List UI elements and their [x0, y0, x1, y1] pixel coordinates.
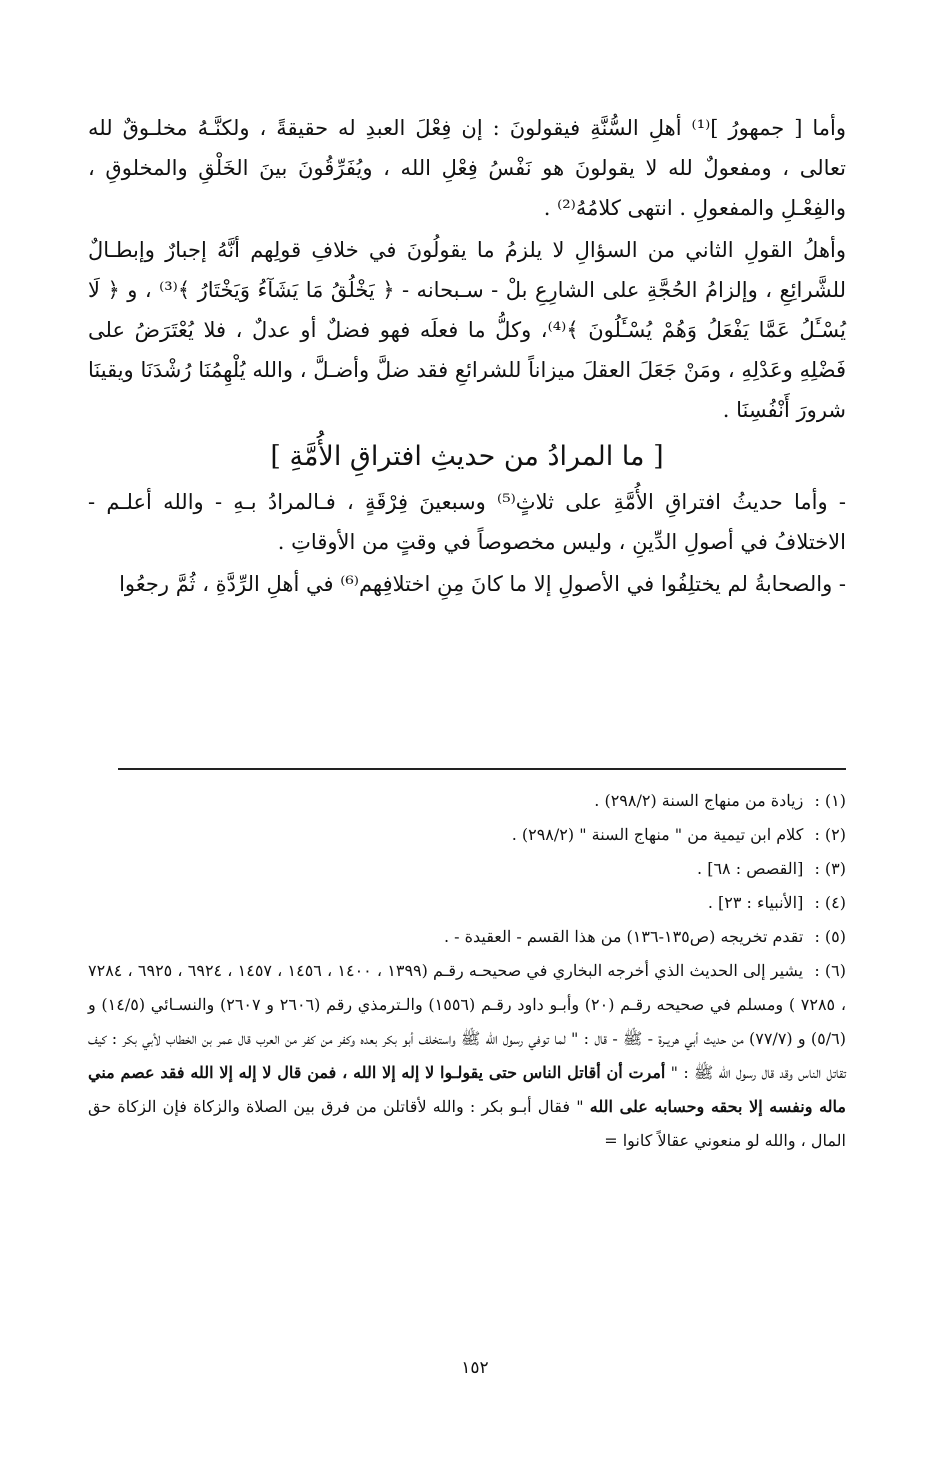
- footnote-4: [88, 886, 846, 920]
- hadith-quote: أمرت أن أقاتل الناس حتى يقولـوا لا إله إلا الله ، فمن قال لا إله إلا الله فقد عصم مني ماله ونفسه إلا بحقه وحسابه على الله: [88, 1063, 847, 1116]
- footnote-number: (٣) :: [814, 859, 846, 878]
- footnote-text: كلام ابن تيمية من " منهاج السنة " (٢٩٨/٢) .: [511, 825, 804, 844]
- paragraph-1: وأما [ جمهورُ ]⁽¹⁾ أهلِ السُّنَّةِ فيقولونَ : إن فِعْلَ العبدِ له حقيقةً ، ولكنَّـهُ مخلـوقٌ لله تعالى ، ومفعولٌ لله لا يقولونَ هو نَفْسُ فِعْلِ الله ، ويُفَرِّقُونَ بينَ الخَلْقِ والمخلوقِ ، والفِعْـلِ والمفعولِ . انتهى كلامُهُ⁽²⁾ .: [88, 116, 846, 220]
- footnote-text: زيادة من منهاج السنة (٢٩٨/٢) .: [594, 791, 804, 810]
- footnote-number: (٥) :: [814, 927, 846, 946]
- footnote-number: (٤) :: [814, 893, 846, 912]
- footnote-number: (١) :: [814, 791, 846, 810]
- footnote-text: [القصص : ٦٨] .: [697, 859, 804, 878]
- footnote-1: [88, 784, 846, 818]
- main-text-column: [88, 108, 846, 604]
- body-text: [88, 108, 846, 430]
- footnote-5: [88, 920, 846, 954]
- footnote-6: [88, 954, 846, 1158]
- bullet-item-1: - وأما حديثُ افتراقِ الأُمَّةِ على ثلاثٍ⁽⁵⁾ وسبعينَ فِرْقَةٍ ، فـالمرادُ بـهِ - والله أعلـم - الاختلافُ في أصولِ الدِّينِ ، وليس مخصوصاً في وقتٍ من الأوقاتِ .: [88, 490, 846, 554]
- section-heading: [ ما المرادُ من حديثِ افتراقِ الأُمَّةِ ]: [270, 441, 664, 472]
- footnote-2: [88, 818, 846, 852]
- bullet-list: [88, 482, 846, 604]
- paragraph-2: وأهلُ القولِ الثاني من السؤالِ لا يلزمُ ما يقولُونَ في خلافِ قولِهم أنَّهُ إجبارٌ وإبطـالٌ للشَّرائِعِ ، وإلزامُ الحُجَّةِ على الشارِعِ بلْ - سـبحانه - ﴿ يَخْلُقُ مَا يَشَآءُ وَيَخْتَارُ ﴾⁽³⁾ ، و ﴿ لَا يُسْـَٔلُ عَمَّا يَفْعَلُ وَهُمْ يُسْـَٔلُونَ ﴾⁽⁴⁾، وكلُّ ما فعلَه فهو فضلٌ أو عدلٌ ، فلا يُعْتَرَضُ على فَضْلِهِ وعَدْلِهِ ، ومَنْ جَعَلَ العقلَ ميزاناً للشرائعِ فقد ضلَّ وأضـلَّ ، والله يُلْهِمُنَا رُشْدَنَا ويقينَا شرورَ أَنْفُسِنَا .: [88, 238, 847, 422]
- footnotes: [88, 784, 846, 1158]
- footnote-text: يشير إلى الحديث الذي أخرجه البخاري في صحيحـه رقـم (١٣٩٩ ، ١٤٠٠ ، ١٤٥٦ ، ١٤٥٧ ، ٦٩٢٤ ، ٦٩٢٥ ، ٧٢٨٤ ، ٧٢٨٥ ) ومسلم في صحيحه رقـم (٢٠) وأبـو داود رقـم (١٥٥٦) والـترمذي رقم (٢٦٠٦ و ٢٦٠٧) والنسـائي (١٤/٥) و (٥/٦) و (٧٧/٧) من حديث أبي هريـرة - ﷺ - قال : " لما توفي رسول الله ﷺ واستخلف أبو بكر بعده وكفر من كفر من العرب قال عمر بن الخطاب لأبي بكر : كيف تقاتل الناس وقد قال رسول الله ﷺ : ": [88, 961, 847, 1082]
- bullet-item-2: - والصحابةُ لم يختلِفُوا في الأصولِ إلا ما كانَ مِنِ اختلافِهم⁽⁶⁾ في أهلِ الرِّدَّةِ ، ثُمَّ رجعُوا: [119, 572, 846, 596]
- footnote-text: [الأنبياء : ٢٣] .: [707, 893, 804, 912]
- footnote-text-continued: " فقال أبـو بكر : والله لأقاتلن من فرق بين الصلاة والزكاة فإن الزكاة حق المال ، والله لو منعوني عقالاً كانوا =: [88, 1097, 846, 1150]
- footnote-3: [88, 852, 846, 886]
- footnote-text: تقدم تخريجه (ص١٣٥-١٣٦) من هذا القسم - العقيدة - .: [443, 927, 804, 946]
- page-number: ١٥٢: [461, 1358, 489, 1378]
- footnote-number: (٦) :: [814, 961, 846, 980]
- footnote-separator: [118, 768, 846, 770]
- footnote-number: (٢) :: [814, 825, 846, 844]
